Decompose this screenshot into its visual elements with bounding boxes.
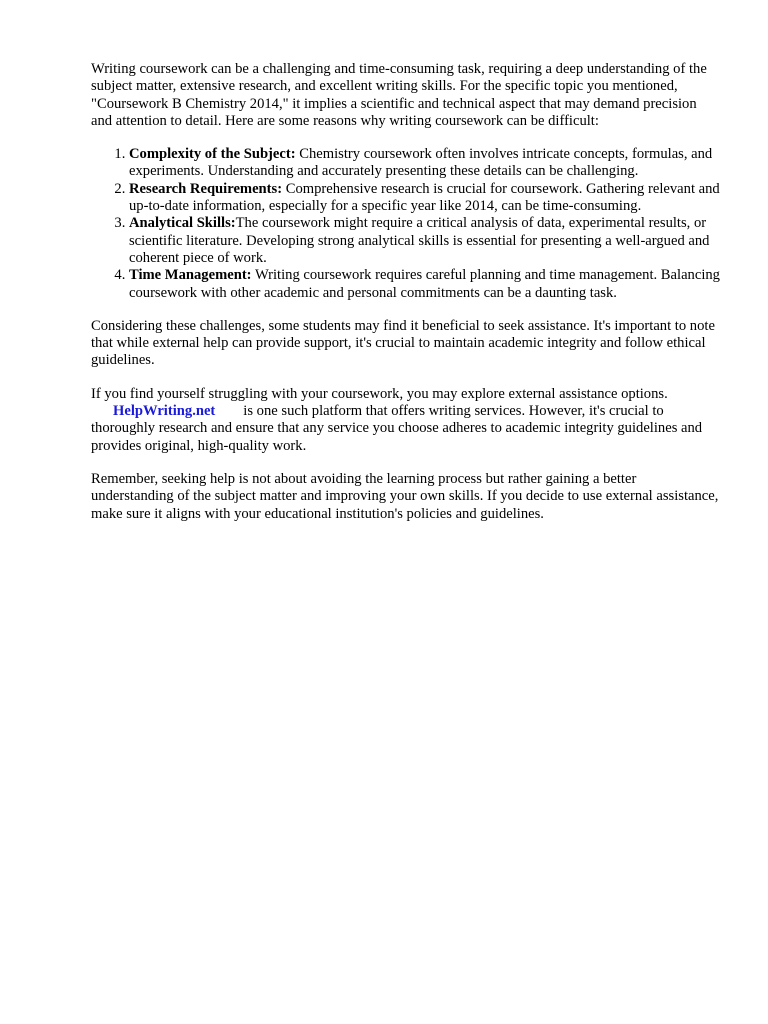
considering-paragraph: Considering these challenges, some students may find it beneficial to seek assistance. It's important to note that while external help can provide support, it's crucial to maintain academic integrity and follow ethical guidelines. (91, 317, 715, 369)
list-item (129, 146, 721, 181)
assistance-text-before: If you find yourself struggling with your coursework, you may explore external assistance options. (91, 385, 668, 402)
list-item (129, 267, 721, 302)
remember-paragraph: Remember, seeking help is not about avoiding the learning process but rather gaining a better understanding of the subject matter and improving your own skills. If you decide to use external assistance, make sure it aligns with your educational institution's policies and guidelines. (91, 470, 719, 522)
intro-paragraph: Writing coursework can be a challenging and time-consuming task, requiring a deep understanding of the subject matter, extensive research, and excellent writing skills. For the specific topic you mentioned, "Coursework B Chemistry 2014," it implies a scientific and technical aspect that may demand precision and attention to detail. Here are some reasons why writing coursework can be difficult: (91, 61, 707, 129)
reason-term: Research Requirements: (129, 180, 283, 197)
reason-text: The coursework might require a critical analysis of data, experimental results, or scientific literature. Developing strong analytical skills is essential for presenting a well-argued and coherent piece of work. (129, 215, 710, 266)
list-item (129, 215, 721, 267)
helpwriting-link[interactable]: HelpWriting.net (113, 403, 216, 420)
reason-text: Chemistry coursework often involves intricate concepts, formulas, and experiments. Understanding and accurately presenting these details can be challenging. (129, 146, 713, 180)
reason-text: Comprehensive research is crucial for coursework. Gathering relevant and up-to-date information, especially for a specific year like 2014, can be time-consuming. (129, 180, 720, 215)
reason-term: Time Management: (129, 267, 252, 284)
reason-text: Writing coursework requires careful planning and time management. Balancing coursework with other academic and personal commitments can be a daunting task. (129, 267, 720, 301)
document-body (91, 61, 721, 539)
assistance-paragraph (91, 386, 721, 455)
assistance-text-after: is one such platform that offers writing services. However, it's crucial to thoroughly research and ensure that any service you choose adheres to academic integrity guidelines and provides original, high-quality work. (91, 403, 703, 454)
list-item (129, 181, 721, 216)
reasons-list (91, 146, 721, 302)
reason-term: Complexity of the Subject: (129, 146, 296, 163)
reason-term: Analytical Skills: (129, 215, 236, 232)
